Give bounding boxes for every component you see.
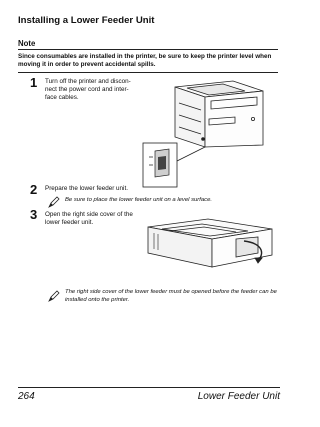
footer-rule: [18, 387, 280, 388]
pencil-icon: [48, 196, 60, 208]
step-2-text: Prepare the lower feeder unit.: [45, 185, 128, 192]
step-1-number: 1: [30, 75, 38, 90]
power-switch-detail: [143, 143, 177, 187]
tip-1-text: Be sure to place the lower feeder unit on a level surface.: [65, 197, 213, 203]
note-label: Note: [18, 39, 36, 48]
printer-illustration: [135, 75, 280, 190]
step-3-number: 3: [30, 207, 38, 222]
pencil-icon: [48, 290, 60, 302]
note-bottom-rule: [18, 72, 278, 73]
footer-section-title: Lower Feeder Unit: [197, 391, 280, 402]
step-3-text: Open the right side cover of the lower feeder unit.: [45, 211, 133, 226]
tip-2-text: The right side cover of the lower feeder must be opened before the feeder can be installed onto the printer.: [65, 289, 277, 303]
page-title: Installing a Lower Feeder Unit: [18, 15, 155, 26]
lower-feeder-illustration: [140, 215, 280, 275]
note-top-rule: [18, 49, 278, 50]
step-2-number: 2: [30, 182, 38, 197]
step-1-text: Turn off the printer and discon-nect the power cord and inter-face cables.: [45, 78, 131, 101]
page-number: 264: [18, 391, 35, 402]
note-text: Since consumables are installed in the printer, be sure to keep the printer level when moving it in order to prevent accidental spills.: [18, 53, 272, 69]
